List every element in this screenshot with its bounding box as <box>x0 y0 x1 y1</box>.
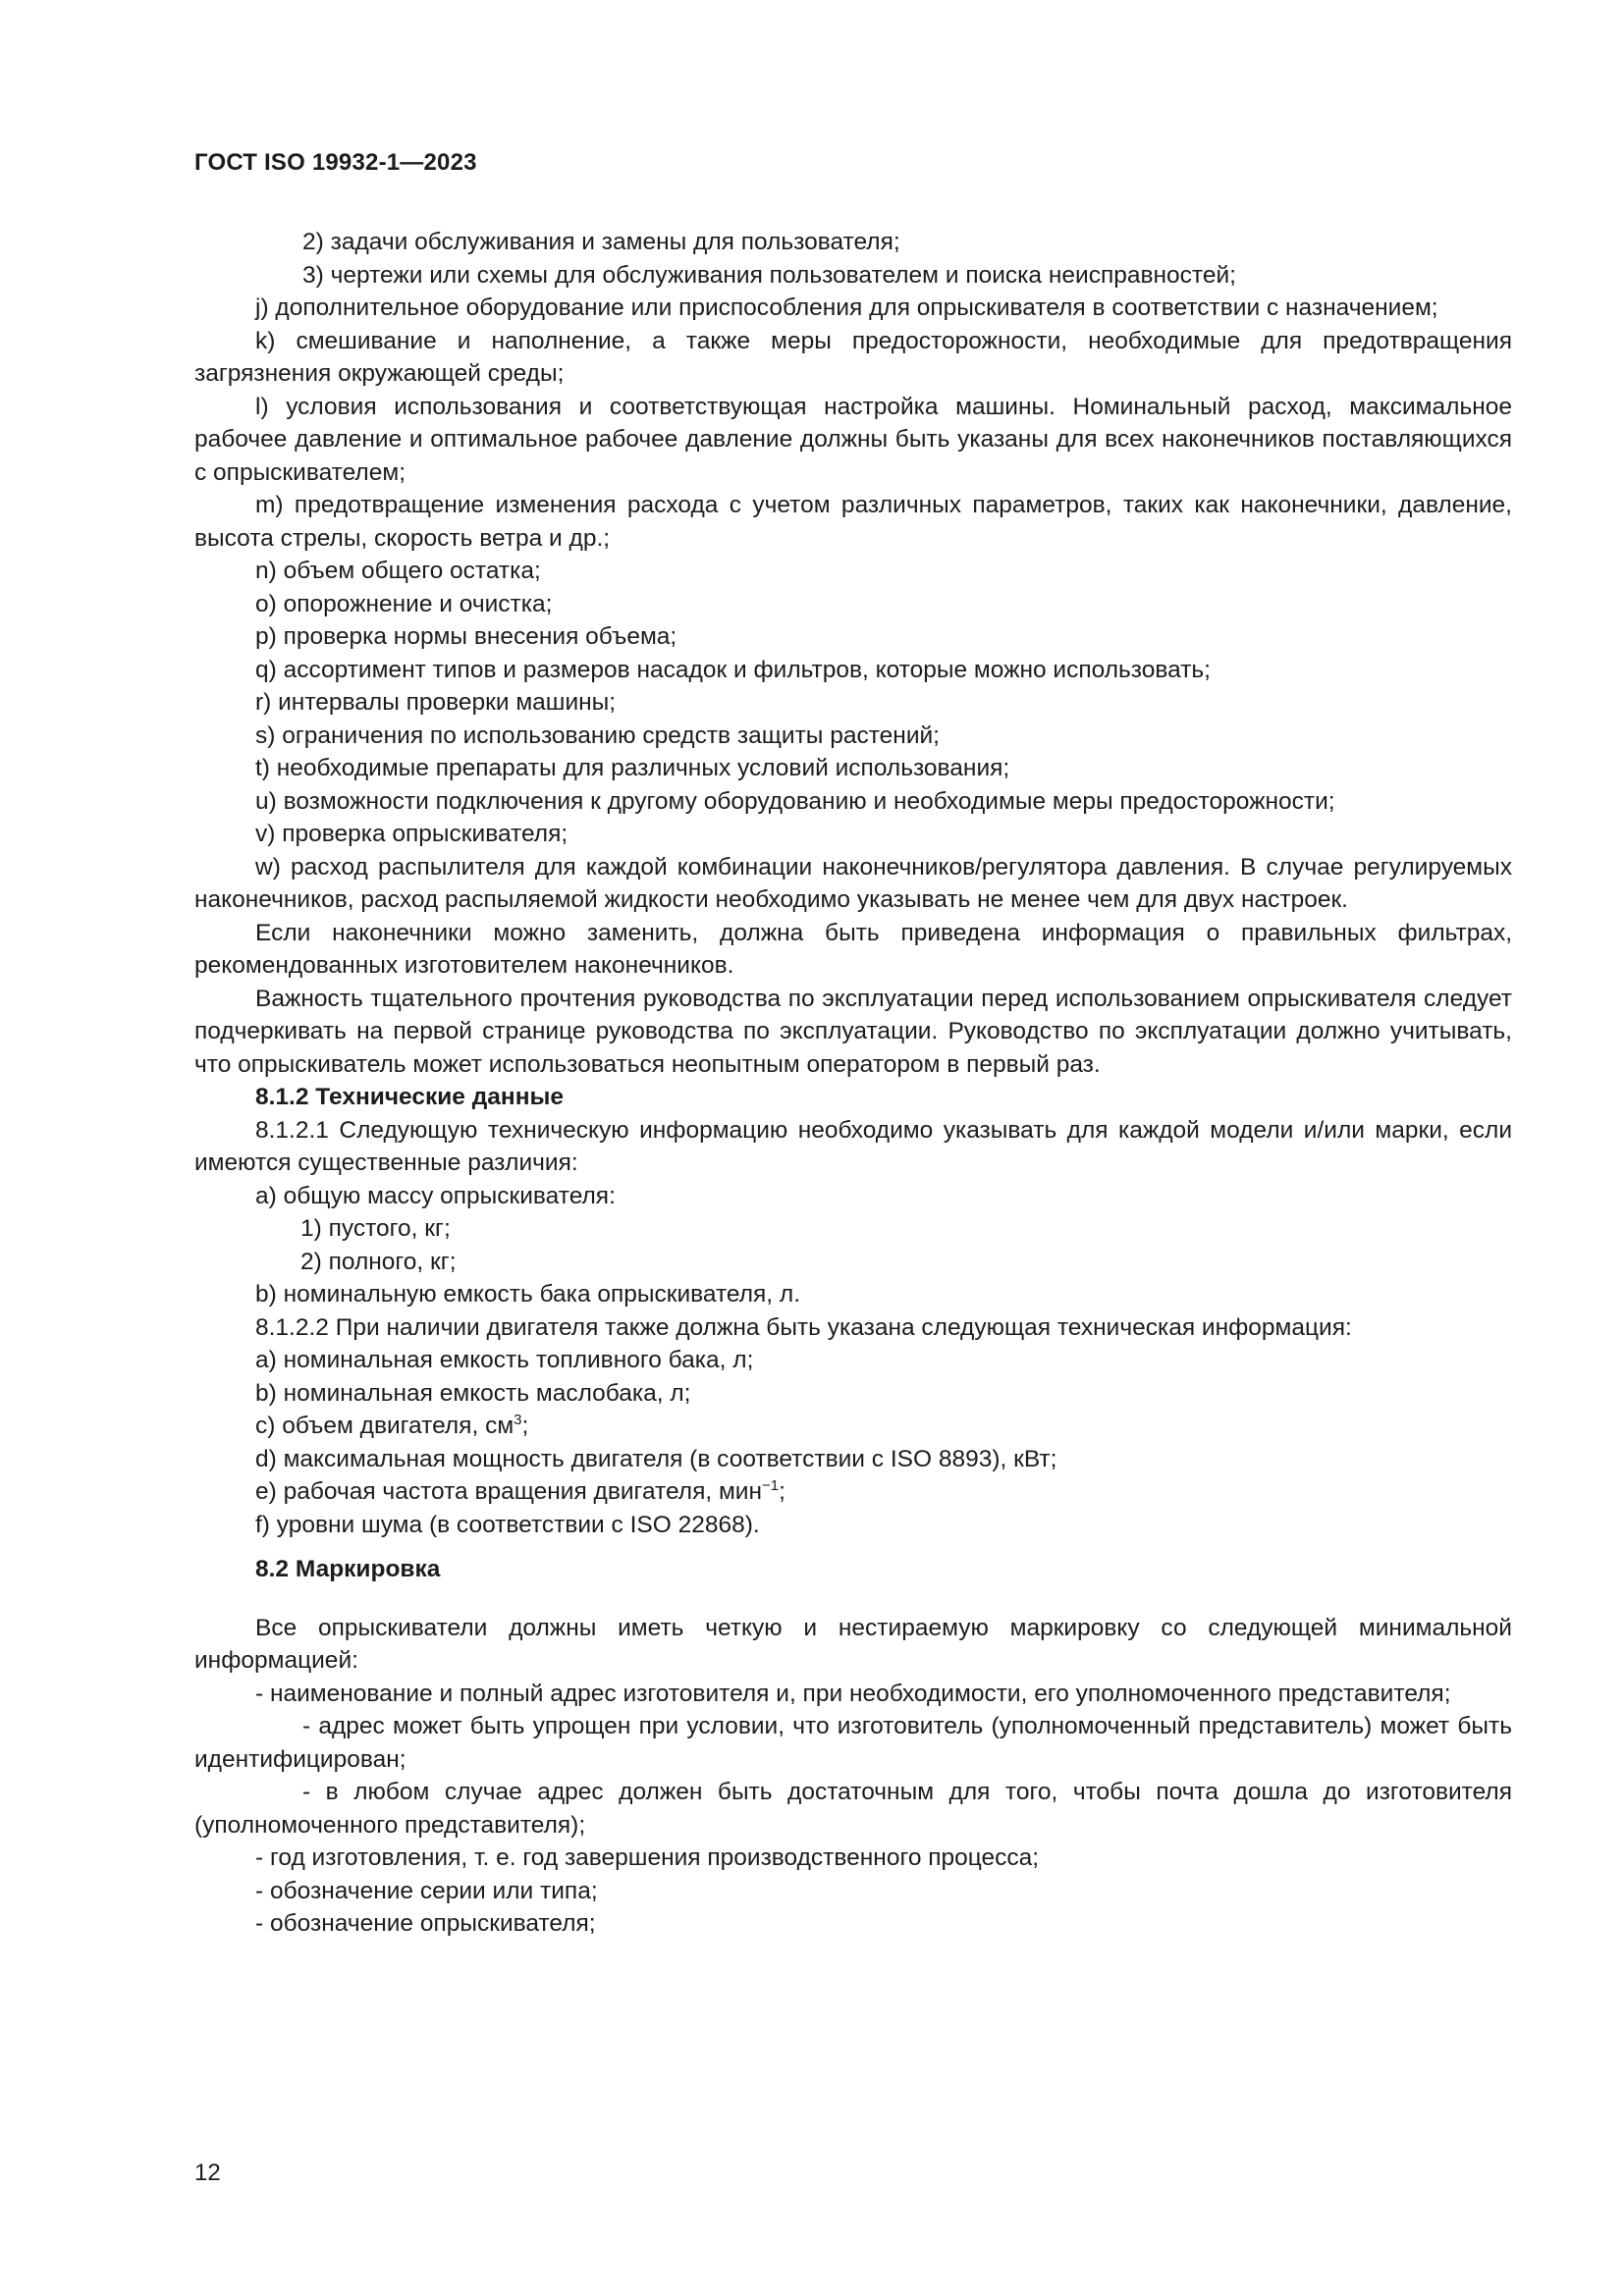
list-item: l) условия использования и соответствующая настройка машины. Номинальный расход, максимальное рабочее давление и оптимальное рабочее давление должны быть указаны для всех наконечников поставляющихся с опрыскивателем; <box>194 393 1512 486</box>
paragraph: 8.1.2.2 При наличии двигателя также должна быть указана следующая техническая информация: <box>255 1313 1352 1341</box>
list-item: t) необходимые препараты для различных условий использования; <box>255 755 1010 781</box>
list-item: b) номинальная емкость маслобака, л; <box>255 1379 691 1407</box>
list-item-text: e) рабочая частота вращения двигателя, мин <box>255 1478 763 1505</box>
page-body <box>194 226 1512 1941</box>
list-item: 2) полного, кг; <box>300 1248 457 1275</box>
paragraph: Если наконечники можно заменить, должна быть приведена информация о правильных фильтрах, рекомендованных изготовителем наконечников. <box>194 919 1512 979</box>
list-item: v) проверка опрыскивателя; <box>255 821 568 847</box>
section-heading-8-2: 8.2 Маркировка <box>255 1556 441 1582</box>
list-item: u) возможности подключения к другому оборудованию и необходимые меры предосторожности; <box>255 787 1335 815</box>
list-item: b) номинальную емкость бака опрыскивателя, л. <box>255 1281 801 1308</box>
list-item: q) ассортимент типов и размеров насадок и фильтров, которые можно использовать; <box>255 656 1211 683</box>
list-item: f) уровни шума (в соответствии с ISO 22868). <box>255 1511 760 1538</box>
list-item: 1) пустого, кг; <box>300 1215 451 1242</box>
list-item: a) общую массу опрыскивателя: <box>255 1182 616 1209</box>
list-item: w) расход распылителя для каждой комбинации наконечников/регулятора давления. В случае регулируемых наконечников, расход распыляемой жидкости необходимо указывать не менее чем для двух настроек. <box>194 853 1512 913</box>
list-item <box>194 1475 1512 1509</box>
list-item <box>194 1410 1512 1443</box>
list-item: s) ограничения по использованию средств защиты растений; <box>255 721 940 749</box>
paragraph: Важность тщательного прочтения руководства по эксплуатации перед использованием опрыскивателя следует подчеркивать на первой странице руководства по эксплуатации. Руководство по эксплуатации должно учитывать, что опрыскиватель может использоваться неопытным оператором в первый раз. <box>194 985 1512 1078</box>
dash-item: - в любом случае адрес должен быть достаточным для того, чтобы почта дошла до изготовителя (уполномоченного представителя); <box>194 1779 1512 1839</box>
dash-item: - год изготовления, т. е. год завершения производственного процесса; <box>255 1844 1040 1871</box>
document-title: ГОСТ ISO 19932-1—2023 <box>194 149 477 176</box>
list-item: d) максимальная мощность двигателя (в соответствии с ISO 8893), кВт; <box>255 1445 1057 1472</box>
section-heading-8-1-2: 8.1.2 Технические данные <box>255 1084 565 1110</box>
list-item: n) объем общего остатка; <box>255 558 541 584</box>
list-item: r) интервалы проверки машины; <box>255 689 617 716</box>
list-item: k) смешивание и наполнение, а также меры предосторожности, необходимые для предотвращения загрязнения окружающей среды; <box>194 327 1512 387</box>
list-item: o) опорожнение и очистка; <box>255 590 553 617</box>
list-item: 2) задачи обслуживания и замены для пользователя; <box>302 229 900 255</box>
dash-item: - обозначение серии или типа; <box>255 1877 598 1904</box>
list-item: p) проверка нормы внесения объема; <box>255 623 677 650</box>
list-item-text: c) объем двигателя, см <box>255 1413 514 1439</box>
page-number: 12 <box>194 2160 221 2186</box>
dash-item: - адрес может быть упрощен при условии, что изготовитель (уполномоченный представитель) может быть идентифицирован; <box>194 1713 1512 1773</box>
list-item-text: ; <box>521 1413 529 1439</box>
dash-item: - обозначение опрыскивателя; <box>255 1910 596 1937</box>
paragraph: 8.1.2.1 Следующую техническую информацию необходимо указывать для каждой модели и/или марки, если имеются существенные различия: <box>194 1116 1512 1176</box>
list-item: j) дополнительное оборудование или приспособления для опрыскивателя в соответствии с назначением; <box>255 294 1438 321</box>
list-item: a) номинальная емкость топливного бака, л; <box>255 1347 754 1373</box>
list-item-text: ; <box>779 1478 785 1505</box>
dash-item: - наименование и полный адрес изготовителя и, при необходимости, его уполномоченного представителя; <box>255 1680 1451 1707</box>
paragraph: Все опрыскиватели должны иметь четкую и нестираемую маркировку со следующей минимальной информацией: <box>194 1614 1512 1674</box>
list-item: 3) чертежи или схемы для обслуживания пользователем и поиска неисправностей; <box>302 261 1236 289</box>
superscript: −1 <box>762 1477 780 1494</box>
superscript: 3 <box>514 1412 522 1428</box>
list-item: m) предотвращение изменения расхода с учетом различных параметров, таких как наконечники, давление, высота стрелы, скорость ветра и др.; <box>194 492 1512 552</box>
